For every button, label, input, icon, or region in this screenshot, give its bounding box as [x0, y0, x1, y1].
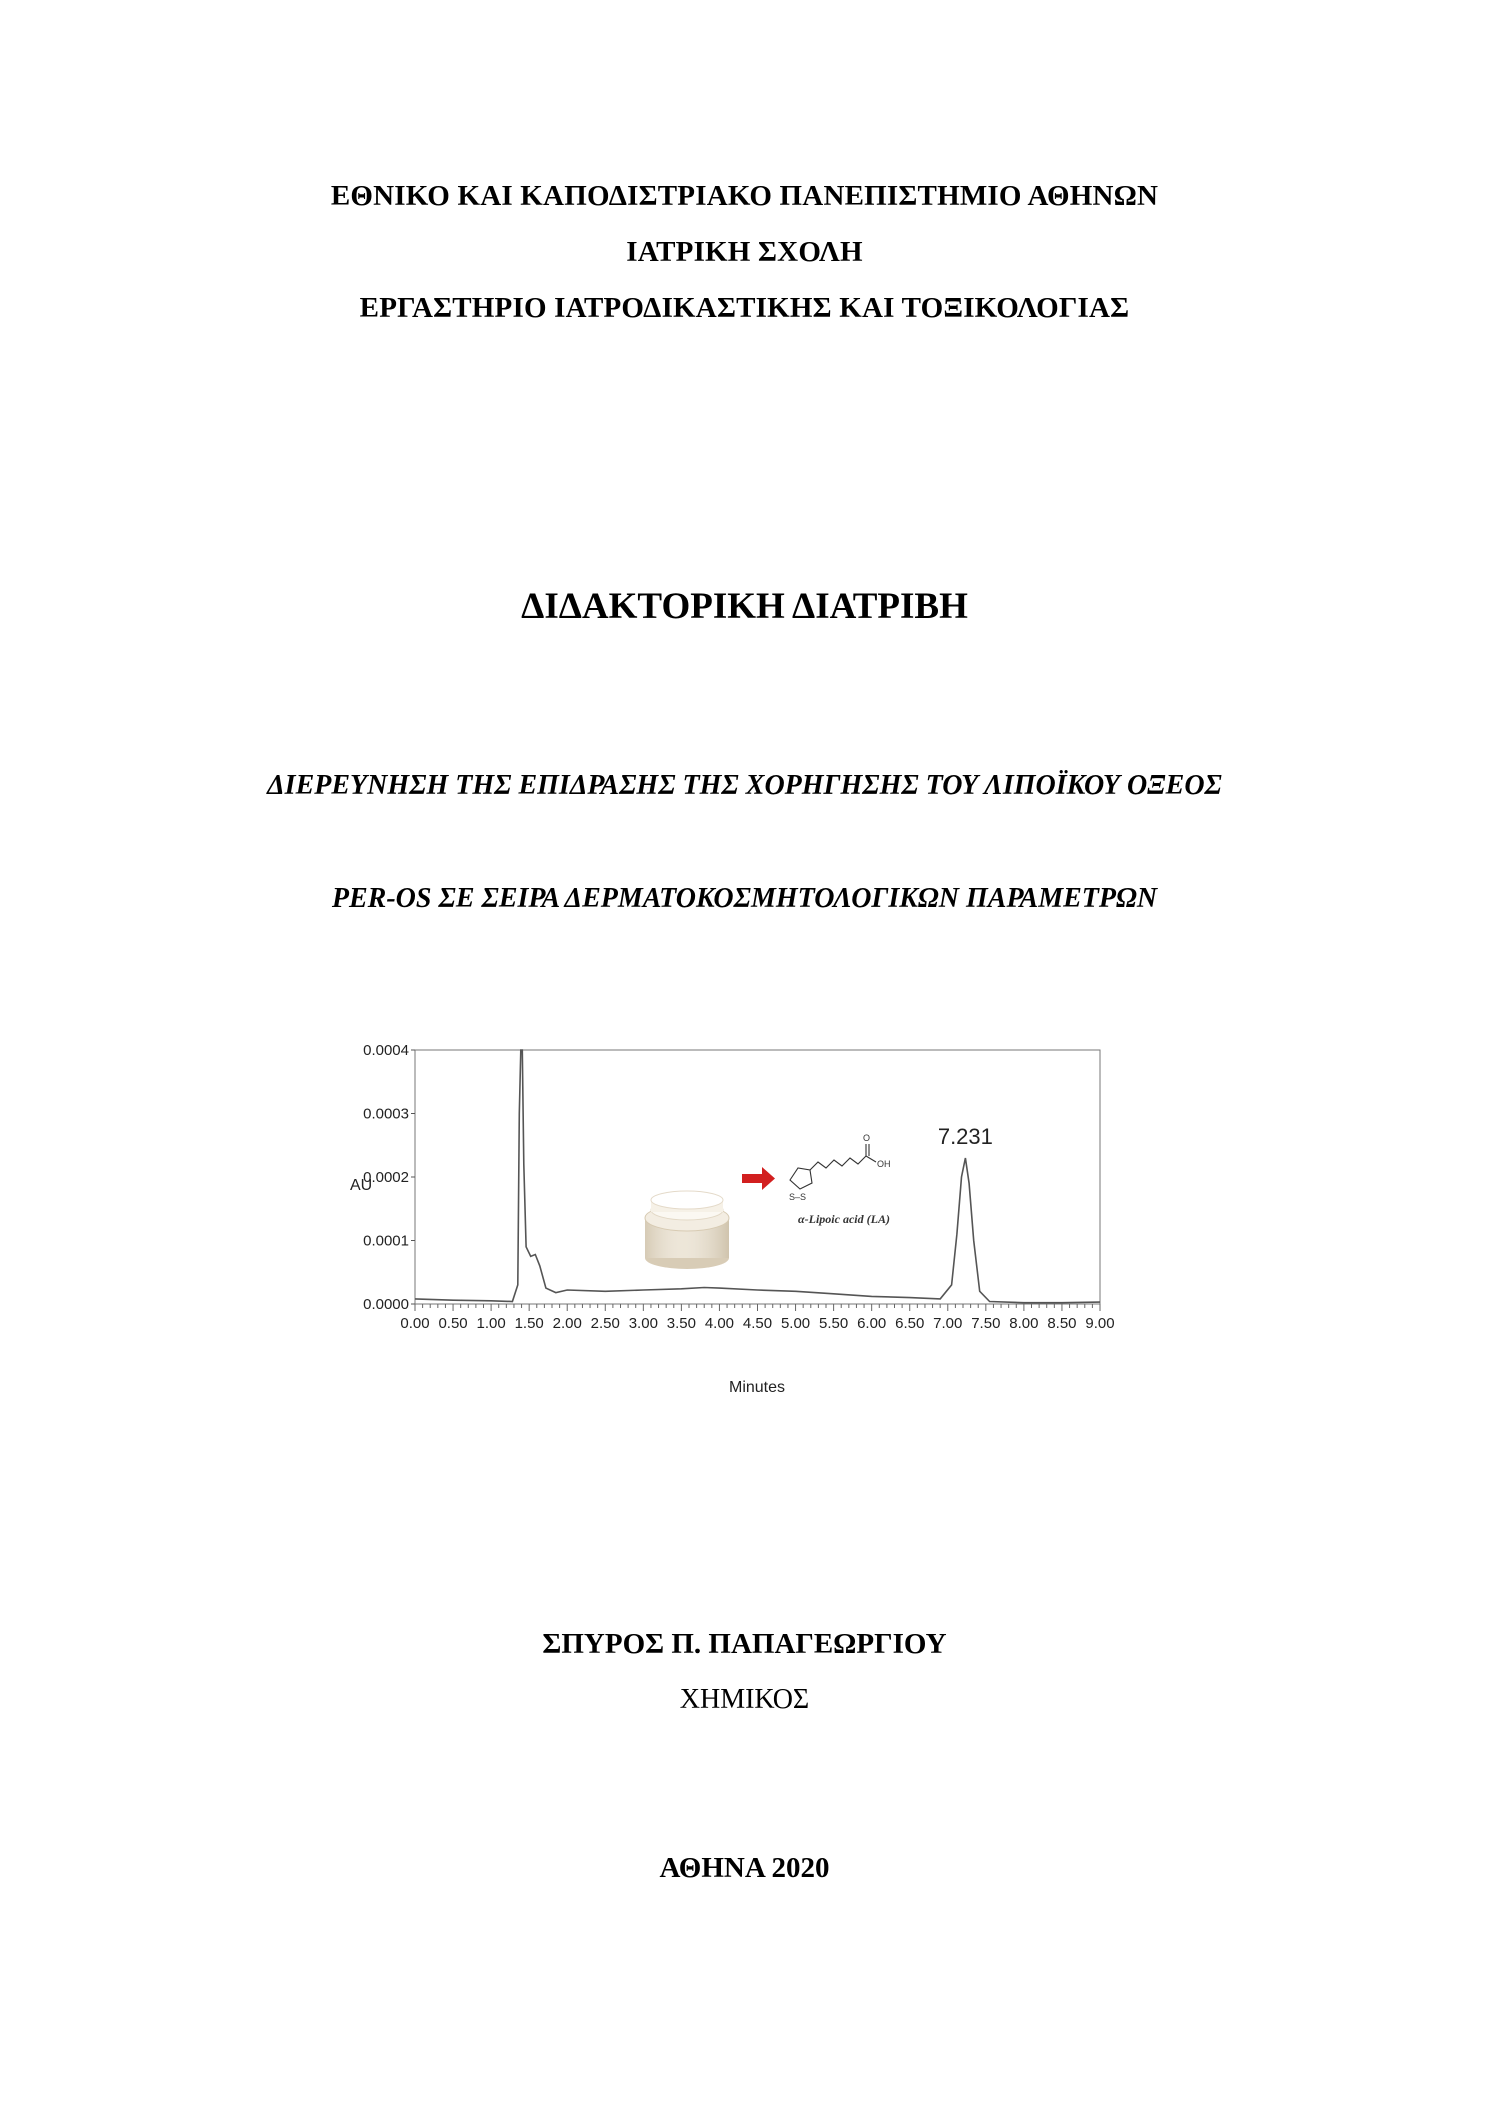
red-arrow-icon: [742, 1167, 775, 1190]
cream-jar-image: [645, 1191, 729, 1269]
document-type-title: ΔΙΔΑΚΤΟΡΙΚΗ ΔΙΑΤΡΙΒΗ: [521, 586, 968, 627]
x-tick-label: 2.50: [590, 1315, 620, 1332]
place-and-year: ΑΘΗΝΑ 2020: [659, 1852, 830, 1884]
laboratory-name: ΕΡΓΑΣΤΗΡΙΟ ΙΑΤΡΟΔΙΚΑΣΤΙΚΗΣ ΚΑΙ ΤΟΞΙΚΟΛΟΓΙΑΣ: [359, 292, 1130, 324]
lipoic-acid-structure-icon: [790, 1144, 876, 1189]
chromatogram-chart: [340, 1040, 1140, 1400]
x-tick-label: 4.50: [742, 1315, 773, 1332]
x-tick-label: 5.50: [819, 1315, 849, 1332]
y-tick-label: 0.0003: [363, 1105, 409, 1123]
y-tick-label: 0.0001: [363, 1232, 409, 1250]
atom-o-label: O: [863, 1133, 871, 1143]
x-tick-label: 9.00: [1085, 1315, 1115, 1332]
y-axis-title: AU: [350, 1177, 373, 1194]
thesis-title-line-2: PER-OS ΣΕ ΣΕΙΡΑ ΔΕΡΜΑΤΟΚΟΣΜΗΤΟΛΟΓΙΚΩΝ ΠΑΡΑΜΕΤΡΩΝ: [331, 883, 1158, 914]
x-tick-label: 6.00: [857, 1315, 887, 1332]
x-tick-label: 7.00: [933, 1315, 963, 1332]
y-tick-label: 0.0000: [363, 1296, 409, 1313]
x-tick-label: 5.00: [780, 1315, 811, 1332]
x-tick-label: 2.00: [552, 1315, 582, 1332]
x-tick-label: 6.50: [895, 1315, 925, 1332]
x-axis: [400, 1304, 1114, 1332]
x-axis-title: Minutes: [728, 1379, 786, 1396]
author-profession: ΧΗΜΙΚΟΣ: [679, 1684, 810, 1715]
x-tick-label: 3.50: [666, 1315, 696, 1332]
atom-oh-label: OH: [877, 1159, 891, 1169]
peak-retention-label: 7.231: [937, 1123, 993, 1149]
x-tick-label: 8.00: [1009, 1315, 1039, 1332]
x-tick-label: 3.00: [628, 1315, 658, 1332]
y-tick-label: 0.0002: [363, 1169, 409, 1186]
thesis-title-line-1: ΔΙΕΡΕΥΝΗΣΗ ΤΗΣ ΕΠΙΔΡΑΣΗΣ ΤΗΣ ΧΟΡΗΓΗΣΗΣ ΤΟΥ ΛΙΠΟΪΚΟΥ ΟΞΕΟΣ: [267, 770, 1222, 801]
atom-s-label: S–S: [789, 1192, 807, 1202]
author-name: ΣΠΥΡΟΣ Π. ΠΑΠΑΓΕΩΡΓΙΟΥ: [542, 1628, 947, 1660]
x-tick-label: 7.50: [971, 1315, 1001, 1332]
chromatogram-figure: [340, 1040, 1140, 1400]
molecule-label: α-Lipoic acid (LA): [798, 1212, 890, 1226]
x-tick-label: 1.00: [476, 1315, 506, 1332]
x-tick-label: 0.50: [438, 1315, 468, 1332]
y-tick-label: 0.0004: [363, 1042, 409, 1059]
x-tick-label: 1.50: [514, 1315, 544, 1332]
x-tick-label: 4.00: [704, 1315, 735, 1332]
school-name: ΙΑΤΡΙΚΗ ΣΧΟΛΗ: [626, 236, 863, 268]
university-name: ΕΘΝΙΚΟ ΚΑΙ ΚΑΠΟΔΙΣΤΡΙΑΚΟ ΠΑΝΕΠΙΣΤΗΜΙΟ ΑΘΗΝΩΝ: [330, 180, 1159, 212]
x-tick-label: 0.00: [400, 1315, 430, 1332]
x-tick-label: 8.50: [1047, 1315, 1077, 1332]
